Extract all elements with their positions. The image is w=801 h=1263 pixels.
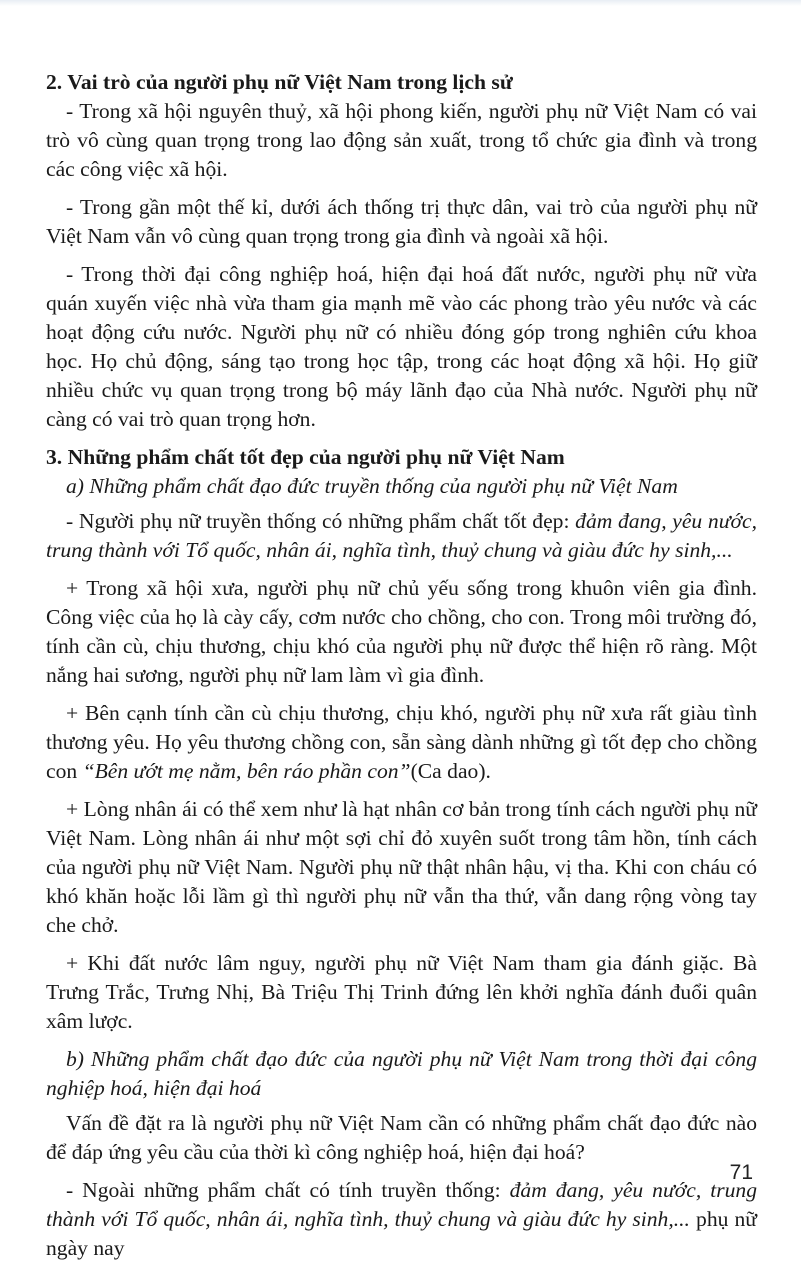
- section-3-paragraph-3: [46, 699, 757, 786]
- section-2-heading: 2. Vai trò của người phụ nữ Việt Nam trong lịch sử: [46, 70, 513, 94]
- section-2-paragraph-1: - Trong xã hội nguyên thuỷ, xã hội phong kiến, người phụ nữ Việt Nam có vai trò vô cùng quan trọng trong lao động sản xuất, trong tổ chức gia đình và trong các công việc xã hội.: [46, 99, 757, 181]
- subsection-b-heading: b) Những phẩm chất đạo đức của người phụ nữ Việt Nam trong thời đại công nghiệp hoá, hiện đại hoá: [46, 1047, 757, 1100]
- subsection-a-heading: a) Những phẩm chất đạo đức truyền thống của người phụ nữ Việt Nam: [66, 474, 678, 498]
- paragraph-lead: - Ngoài những phẩm chất có tính truyền thống:: [66, 1178, 510, 1202]
- section-3-paragraph-4: + Lòng nhân ái có thể xem như là hạt nhân cơ bản trong tính cách người phụ nữ Việt Nam. Lòng nhân ái như một sợi chỉ đỏ xuyên suốt trong tâm hồn, tính cách của người phụ nữ Việt Nam. Người phụ nữ thật nhân hậu, vị tha. Khi con cháu có khó khăn hoặc lỗi lầm gì thì người phụ nữ vẫn tha thứ, vẫn dang rộng vòng tay che chở.: [46, 797, 757, 937]
- section-2-paragraph-3: - Trong thời đại công nghiệp hoá, hiện đại hoá đất nước, người phụ nữ vừa quán xuyến việc nhà vừa tham gia mạnh mẽ vào các phong trào yêu nước và các hoạt động cứu nước. Người phụ nữ có nhiều đóng góp trong nghiên cứu khoa học. Họ chủ động, sáng tạo trong học tập, trong các hoạt động xã hội. Họ giữ nhiều chức vụ quan trọng trong bộ máy lãnh đạo của Nhà nước. Người phụ nữ càng có vai trò quan trọng hơn.: [46, 262, 757, 431]
- paragraph-lead: + Bên cạnh tính cần cù chịu thương, chịu khó, người phụ nữ xưa rất giàu tình thương yêu. Họ yêu thương chồng con, sẵn sàng dành những gì tốt đẹp cho chồng con: [46, 701, 757, 783]
- section-2-paragraph-2: - Trong gần một thế kỉ, dưới ách thống trị thực dân, vai trò của người phụ nữ Việt Nam vẫn vô cùng quan trọng trong gia đình và ngoài xã hội.: [46, 195, 757, 248]
- paragraph-lead: - Người phụ nữ truyền thống có những phẩm chất tốt đẹp:: [66, 509, 576, 533]
- section-3-paragraph-1: [46, 507, 757, 565]
- paragraph-tail: (Ca dao).: [410, 759, 491, 783]
- paragraph-italic: đảm đang, yêu nước, trung thành với Tổ quốc, nhân ái, nghĩa tình, thuỷ chung và giàu đức hy sinh,...: [46, 1178, 757, 1231]
- folk-verse-quote: “Bên ướt mẹ nằm, bên ráo phần con”: [82, 759, 411, 783]
- section-3-heading: 3. Những phẩm chất tốt đẹp của người phụ nữ Việt Nam: [46, 445, 565, 469]
- section-3-paragraph-7: [46, 1176, 757, 1263]
- section-3-paragraph-2: + Trong xã hội xưa, người phụ nữ chủ yếu sống trong khuôn viên gia đình. Công việc của họ là cày cấy, cơm nước cho chồng, cho con. Trong môi trường đó, tính cần cù, chịu thương, chịu khó của người phụ nữ được thể hiện rõ ràng. Một nắng hai sương, người phụ nữ lam làm vì gia đình.: [46, 576, 757, 687]
- page-number: 71: [729, 1161, 753, 1184]
- paragraph-tail: phụ nữ ngày nay: [46, 1207, 757, 1260]
- paragraph-italic: đảm đang, yêu nước, trung thành với Tổ quốc, nhân ái, nghĩa tình, thuỷ chung và giàu đức hy sinh,...: [46, 509, 757, 562]
- section-3-paragraph-6: Vấn đề đặt ra là người phụ nữ Việt Nam cần có những phẩm chất đạo đức nào để đáp ứng yêu cầu của thời kì công nghiệp hoá, hiện đại hoá?: [46, 1111, 757, 1164]
- section-3-paragraph-5: + Khi đất nước lâm nguy, người phụ nữ Việt Nam tham gia đánh giặc. Bà Trưng Trắc, Trưng Nhị, Bà Triệu Thị Trinh đứng lên khởi nghĩa đánh đuổi quân xâm lược.: [46, 951, 757, 1033]
